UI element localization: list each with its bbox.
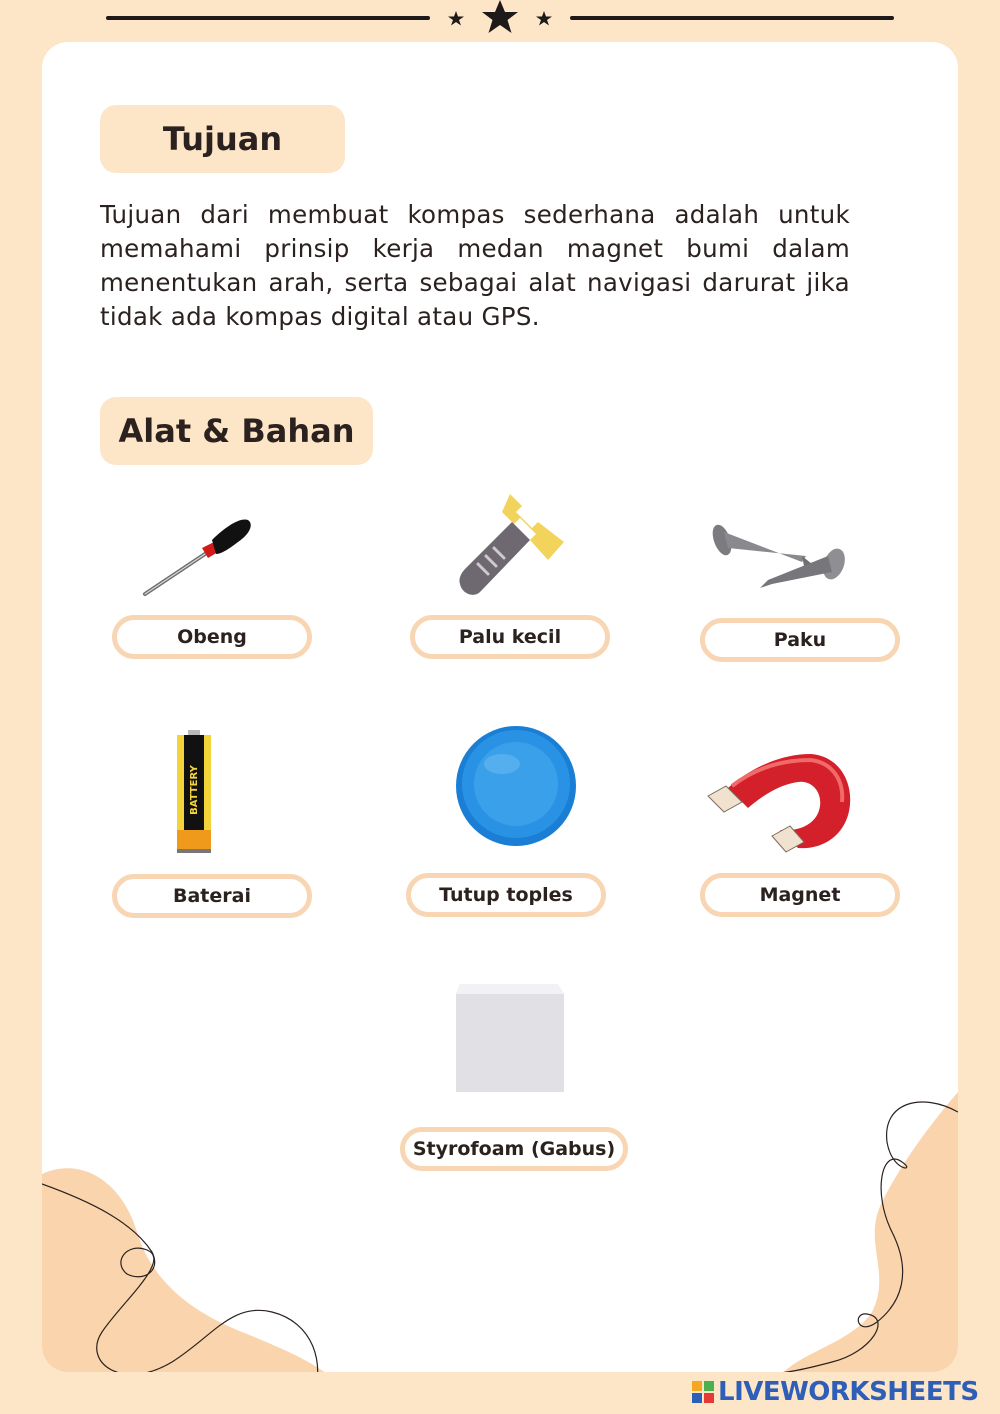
star-icon: [482, 0, 518, 33]
material-label-paku: Paku: [700, 618, 900, 662]
hammer-icon: [452, 492, 572, 602]
nails-icon: [710, 518, 852, 598]
horseshoe-magnet-icon: [706, 752, 854, 856]
content-card: [42, 42, 958, 1372]
decor-blob-right: [742, 1092, 958, 1372]
material-label-palu-kecil: Palu kecil: [410, 615, 610, 659]
material-label-styrofoam: Styrofoam (Gabus): [400, 1127, 628, 1171]
footer-brand[interactable]: [692, 1374, 979, 1410]
goal-paragraph: Tujuan dari membuat kompas sederhana adalah untuk memahami prinsip kerja medan magnet bumi dalam menentukan arah, serta sebagai alat navigasi darurat jika tidak ada kompas digital atau GPS.: [100, 200, 850, 331]
section-title-alat-bahan: Alat & Bahan: [100, 397, 373, 465]
battery-icon: [174, 730, 214, 854]
liveworksheets-logo-icon: [692, 1381, 714, 1403]
jar-lid-icon: [454, 724, 578, 848]
material-label-tutup-toples: Tutup toples: [406, 873, 606, 917]
small-star-icon: [448, 11, 464, 26]
battery-text: BATTERY: [189, 765, 200, 815]
styrofoam-icon: [454, 982, 566, 1094]
screwdriver-icon: [140, 512, 260, 602]
top-divider: [0, 0, 1000, 40]
small-star-icon: [536, 11, 552, 26]
brand-name: LIVEWORKSHEETS: [718, 1377, 979, 1407]
decor-blob-left: [42, 1162, 342, 1372]
material-label-obeng: Obeng: [112, 615, 312, 659]
material-label-baterai: Baterai: [112, 874, 312, 918]
material-label-magnet: Magnet: [700, 873, 900, 917]
section-title-tujuan: Tujuan: [100, 105, 345, 173]
